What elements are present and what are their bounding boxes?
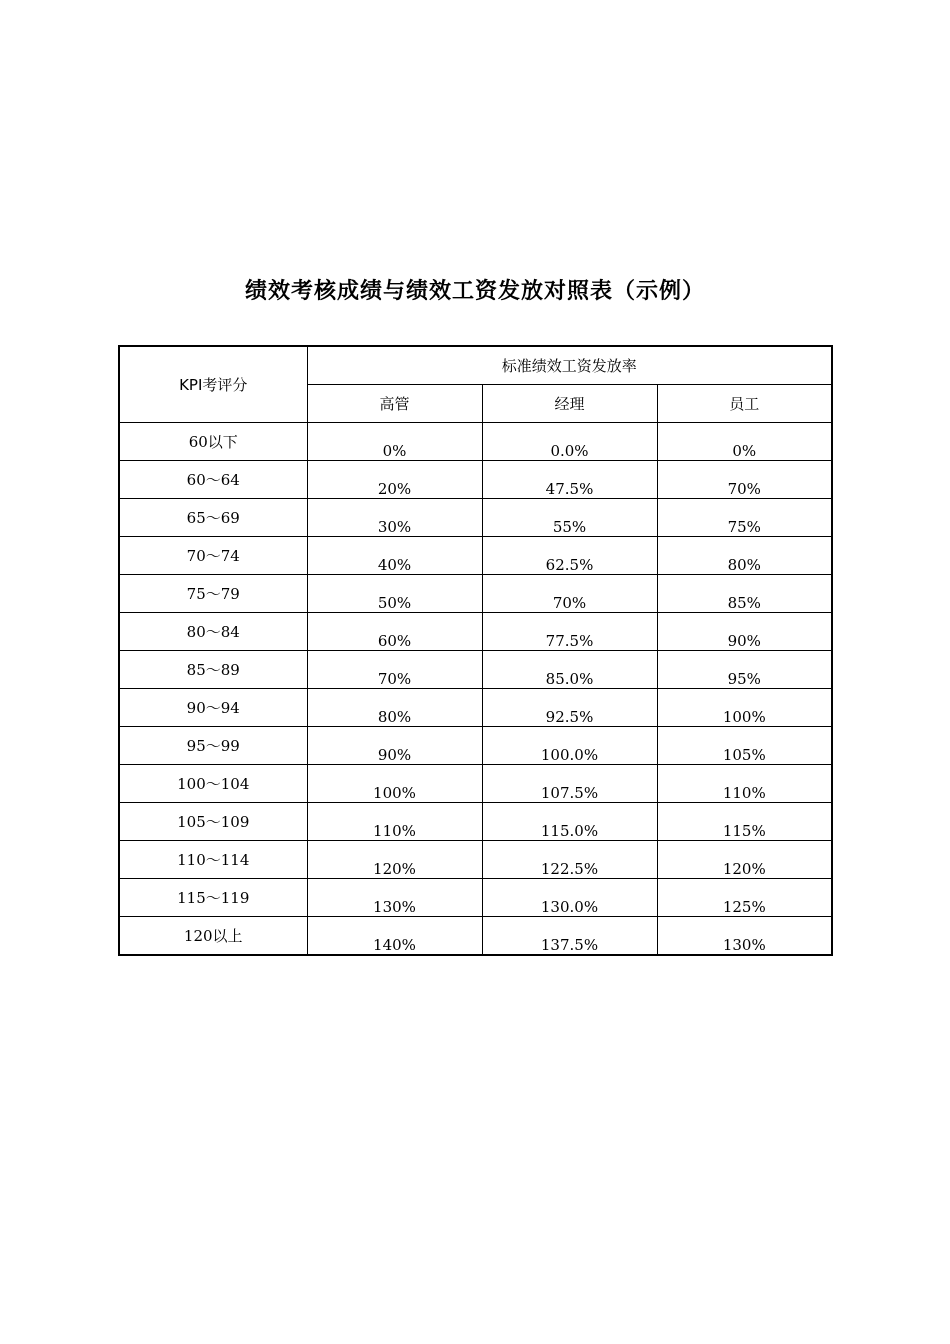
kpi-score-cell: 60以下 (119, 423, 307, 461)
kpi-score-cell: 120以上 (119, 917, 307, 956)
pay-rate-group-header: 标准绩效工资发放率 (307, 346, 832, 385)
column-header-staff: 员工 (657, 385, 832, 423)
executive-rate-cell: 70% (307, 651, 482, 689)
executive-rate-cell: 60% (307, 613, 482, 651)
manager-rate-cell: 77.5% (482, 613, 657, 651)
staff-rate-cell: 75% (657, 499, 832, 537)
executive-rate-cell: 140% (307, 917, 482, 956)
staff-rate-cell: 125% (657, 879, 832, 917)
executive-rate-cell: 100% (307, 765, 482, 803)
staff-rate-cell: 80% (657, 537, 832, 575)
kpi-score-cell: 115～119 (119, 879, 307, 917)
kpi-score-cell: 100～104 (119, 765, 307, 803)
table-row (119, 689, 832, 727)
table-row (119, 651, 832, 689)
table-row (119, 499, 832, 537)
table-row (119, 461, 832, 499)
table-row (119, 727, 832, 765)
manager-rate-cell: 100.0% (482, 727, 657, 765)
column-header-executive: 高管 (307, 385, 482, 423)
kpi-score-header: KPI考评分 (119, 346, 307, 423)
staff-rate-cell: 130% (657, 917, 832, 956)
kpi-score-cell: 85～89 (119, 651, 307, 689)
table-row (119, 841, 832, 879)
staff-rate-cell: 120% (657, 841, 832, 879)
manager-rate-cell: 137.5% (482, 917, 657, 956)
table-row (119, 575, 832, 613)
manager-rate-cell: 55% (482, 499, 657, 537)
manager-rate-cell: 92.5% (482, 689, 657, 727)
kpi-pay-rate-table (118, 345, 833, 956)
staff-rate-cell: 110% (657, 765, 832, 803)
executive-rate-cell: 40% (307, 537, 482, 575)
executive-rate-cell: 30% (307, 499, 482, 537)
table-row (119, 917, 832, 956)
document-title: 绩效考核成绩与绩效工资发放对照表（示例） (244, 279, 705, 304)
staff-rate-cell: 100% (657, 689, 832, 727)
executive-rate-cell: 120% (307, 841, 482, 879)
executive-rate-cell: 80% (307, 689, 482, 727)
kpi-score-cell: 65～69 (119, 499, 307, 537)
manager-rate-cell: 85.0% (482, 651, 657, 689)
executive-rate-cell: 0% (307, 423, 482, 461)
table-row (119, 803, 832, 841)
manager-rate-cell: 70% (482, 575, 657, 613)
column-header-manager: 经理 (482, 385, 657, 423)
executive-rate-cell: 90% (307, 727, 482, 765)
staff-rate-cell: 95% (657, 651, 832, 689)
kpi-score-cell: 60～64 (119, 461, 307, 499)
staff-rate-cell: 115% (657, 803, 832, 841)
table-header-row (119, 346, 832, 385)
table-row (119, 423, 832, 461)
executive-rate-cell: 130% (307, 879, 482, 917)
table-row (119, 765, 832, 803)
manager-rate-cell: 122.5% (482, 841, 657, 879)
executive-rate-cell: 110% (307, 803, 482, 841)
staff-rate-cell: 85% (657, 575, 832, 613)
kpi-score-cell: 80～84 (119, 613, 307, 651)
executive-rate-cell: 50% (307, 575, 482, 613)
table-body (119, 423, 832, 956)
executive-rate-cell: 20% (307, 461, 482, 499)
manager-rate-cell: 62.5% (482, 537, 657, 575)
kpi-score-cell: 105～109 (119, 803, 307, 841)
manager-rate-cell: 130.0% (482, 879, 657, 917)
manager-rate-cell: 115.0% (482, 803, 657, 841)
table-row (119, 613, 832, 651)
kpi-score-cell: 70～74 (119, 537, 307, 575)
manager-rate-cell: 107.5% (482, 765, 657, 803)
manager-rate-cell: 0.0% (482, 423, 657, 461)
table-row (119, 537, 832, 575)
kpi-score-cell: 95～99 (119, 727, 307, 765)
kpi-score-cell: 90～94 (119, 689, 307, 727)
staff-rate-cell: 105% (657, 727, 832, 765)
kpi-score-cell: 75～79 (119, 575, 307, 613)
manager-rate-cell: 47.5% (482, 461, 657, 499)
staff-rate-cell: 90% (657, 613, 832, 651)
staff-rate-cell: 70% (657, 461, 832, 499)
staff-rate-cell: 0% (657, 423, 832, 461)
table-row (119, 879, 832, 917)
kpi-score-cell: 110～114 (119, 841, 307, 879)
